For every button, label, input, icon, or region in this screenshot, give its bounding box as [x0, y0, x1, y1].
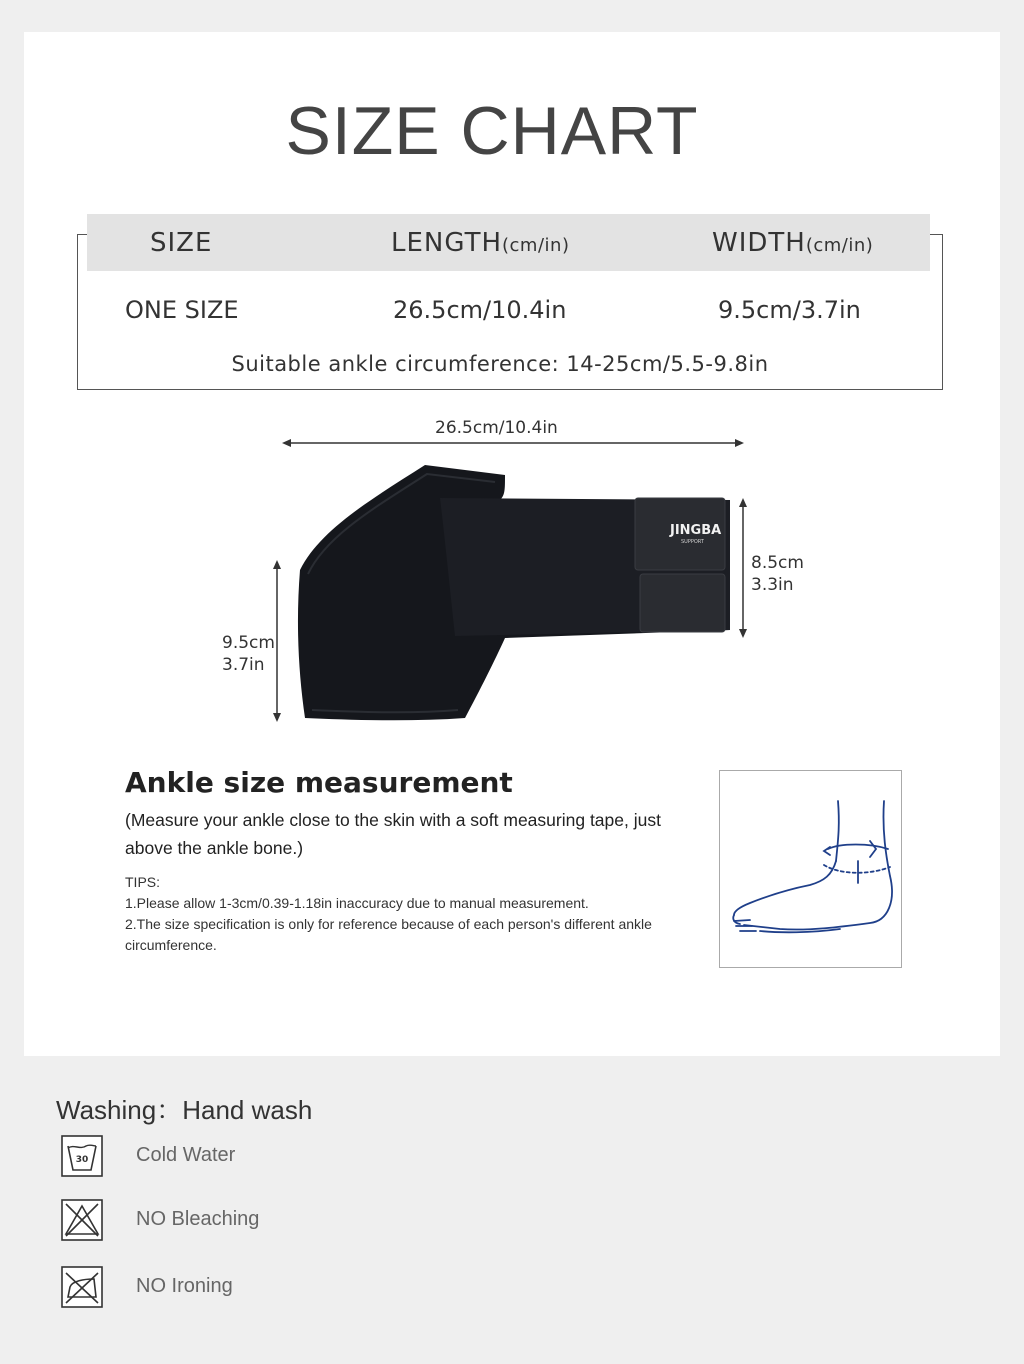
washing-heading: Washing：Hand wash	[56, 1095, 313, 1125]
width-in: 3.7in	[222, 655, 265, 675]
tip-1: 1.Please allow 1-3cm/0.39-1.18in inaccuracy due to manual measurement.	[125, 895, 589, 911]
cell-size: ONE SIZE	[125, 296, 239, 324]
wash-label-no-ironing: NO Ironing	[136, 1275, 233, 1297]
foot-icon	[720, 771, 901, 967]
measurement-title: Ankle size measurement	[125, 766, 513, 799]
foot-measurement-illustration	[719, 770, 902, 968]
tips-label: TIPS:	[125, 874, 161, 890]
header-size: SIZE	[150, 228, 213, 258]
length-arrow	[282, 436, 744, 450]
header-length: LENGTH(cm/in)	[391, 228, 570, 258]
wash-item-no-bleaching	[60, 1198, 460, 1242]
no-bleach-icon	[60, 1198, 106, 1242]
length-dimension-label: 26.5cm/10.4in	[435, 418, 558, 438]
header-width: WIDTH(cm/in)	[712, 228, 874, 258]
ankle-brace-image	[290, 460, 760, 730]
wash-item-no-ironing	[60, 1265, 460, 1309]
suitable-circumference: Suitable ankle circumference: 14-25cm/5.5-9.8in	[231, 352, 769, 376]
strap-height-cm: 8.5cm	[751, 553, 804, 573]
brand-logo: JINGBA	[670, 523, 722, 538]
no-iron-icon	[60, 1265, 106, 1309]
svg-text:30: 30	[75, 1155, 89, 1165]
cell-length: 26.5cm/10.4in	[393, 296, 567, 324]
wash-30-icon	[60, 1134, 106, 1178]
strap-height-in: 3.3in	[751, 575, 794, 595]
width-cm: 9.5cm	[222, 633, 275, 653]
tip-2: 2.The size specification is only for reference because of each person's different ankle circumference.	[125, 916, 652, 953]
wash-item-cold-water	[60, 1134, 460, 1178]
brand-logo-sub: SUPPORT	[681, 539, 704, 545]
wash-label-cold-water: Cold Water	[136, 1144, 236, 1166]
measurement-subtitle: (Measure your ankle close to the skin with a soft measuring tape, just above the ankle bone.)	[125, 810, 661, 858]
page-title: SIZE CHART	[285, 93, 699, 169]
wash-label-no-bleaching: NO Bleaching	[136, 1208, 260, 1230]
measurement-tips	[125, 872, 685, 956]
cell-width: 9.5cm/3.7in	[718, 296, 861, 324]
